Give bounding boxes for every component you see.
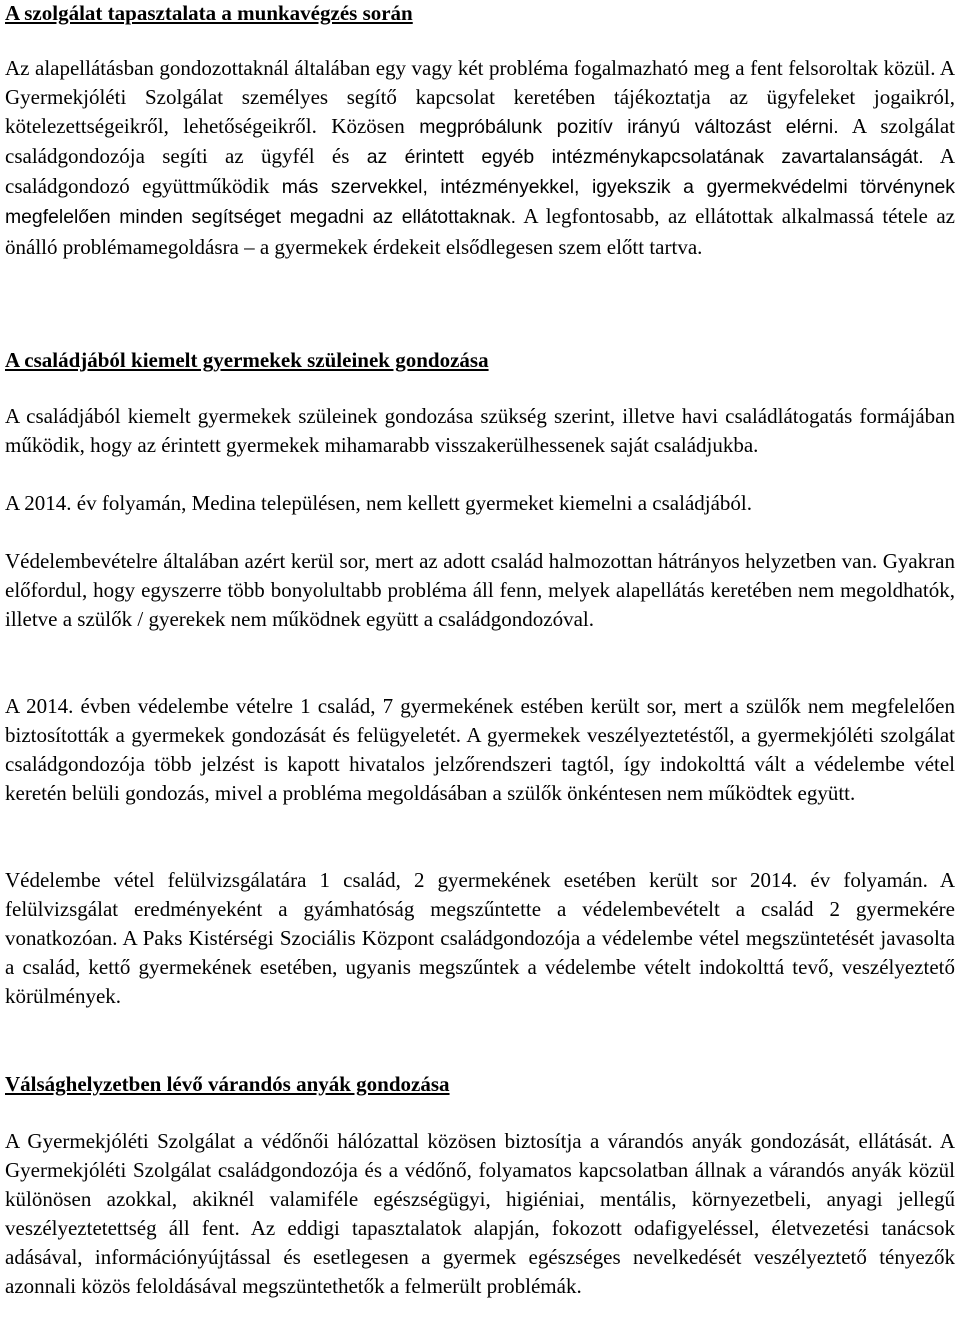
text-run: Az alapellátásban gondozottaknál általában egy vagy két probléma fogalmazható meg a fent felsoroltak közül. A Gyermekjóléti Szolgálat személyes segítő kapcsolat keretében tájékoztatja az ügyfeleket jogaikról, kötelezettségeikről, lehetőségeikről. Közösen [5,56,955,139]
paragraph-protection-2014: A 2014. évben védelembe vételre 1 család, 7 gyermekének estében került sor, mert a szülők nem megfelelően biztosították a gyermekek gondozását és felügyeletét. A gyermekek veszélyeztetéstől, a gyermekjóléti szolgálat családgondozója több jelzést is kapott hivatalos jelzőrendszeri tagtól, így indokolttá vált a védelembe vétel keretén belüli gondozás, mivel a probléma megoldásában a szülők önkéntesen nem működtek együtt. [5,694,955,806]
paragraph-parents-care: A családjából kiemelt gyermekek szüleinek gondozása szükség szerint, illetve havi családlátogatás formájában működik, hogy az érintett gyermekek mihamarabb visszakerülhessenek saját családjukba. [5,404,955,458]
paragraph-medina-2014: A 2014. év folyamán, Medina településen, nem kellett gyermeket kiemelni a családjából. [5,491,753,515]
paragraph-service-experience [5,54,955,262]
text-run: A családgondozó együttműködik [5,144,955,199]
text-run-sans: más szervekkel, intézményekkel, igyekszik a gyermekvédelmi törvénynek megfelelően minden segítséget megadni az ellátottaknak. [5,176,955,229]
section-heading-removed-children-parents: A családjából kiemelt gyermekek szüleinek gondozása [5,348,489,372]
text-run-sans: az érintett egyéb intézménykapcsolatának zavartalanságát. [366,146,924,169]
paragraph-protection-reasons: Védelembevételre általában azért kerül sor, mert az adott család halmozottan hátrányos helyzetben van. Gyakran előfordul, hogy egyszerre több bonyolultabb probléma áll fenn, melyek alapellátás keretében nem megoldhatók, illetve a szülők / gyerekek nem működnek együtt a családgondozóval. [5,549,955,632]
section-heading-service-experience: A szolgálat tapasztalata a munkavégzés során [5,1,413,25]
text-run: A legfontosabb, az ellátottak alkalmassá tétele az önálló problémamegoldásra – a gyermekek érdekeit elsődlegesen szem előtt tartva. [5,204,956,259]
paragraph-pregnant-mothers-care: A Gyermekjóléti Szolgálat a védőnői hálózattal közösen biztosítja a várandós anyák gondozását, ellátását. A Gyermekjóléti Szolgálat családgondozója és a védőnő, folyamatos kapcsolatban állnak a várandós anyák közül különösen azokkal, akiknél valamiféle egészségügyi, higiéniai, mentális, környezetbeli, anyagi jellegű veszélyeztetettség áll fent. Az eddigi tapasztalatok alapján, fokozott odafigyeléssel, életvezetési tanácsok adásával, információnyújtással és esetlegesen a gyermek egészséges nevelkedését veszélyeztető tényezők azonnali közös feloldásával megszüntethetők a felmerült problémák. [5,1129,955,1299]
text-run-sans: megpróbálunk pozitív irányú változást elérni. [419,116,839,139]
text-run: A szolgálat családgondozója segíti az ügyfél és [5,114,955,169]
paragraph-protection-review: Védelembe vétel felülvizsgálatára 1 család, 2 gyermekének esetében került sor 2014. év folyamán. A felülvizsgálat eredményeként a gyámhatóság megszűntette a védelembevételt a család 2 gyermekére vonatkozóan. A Paks Kistérségi Szociális Központ családgondozója a védelembe vétel megszüntetését javasolta a család, kettő gyermekének esetében, ugyanis megszűntek a védelembe vételt indokolttá tevő, veszélyeztető körülmények. [5,868,955,1009]
section-heading-pregnant-mothers: Válsághelyzetben lévő várandós anyák gondozása [5,1072,450,1096]
